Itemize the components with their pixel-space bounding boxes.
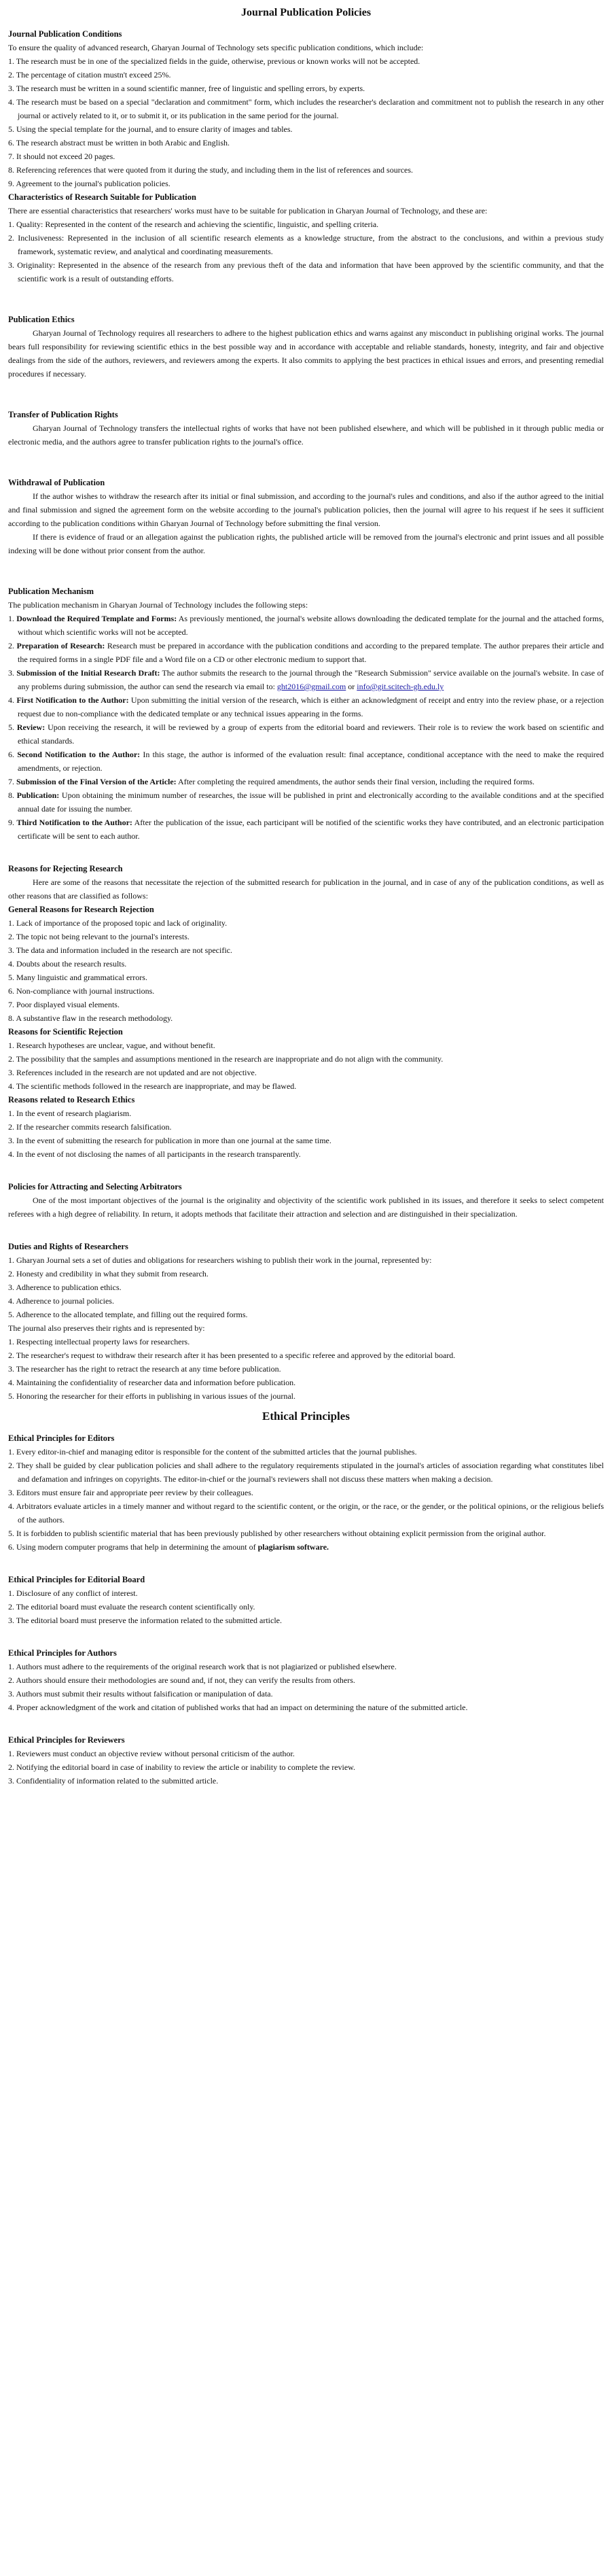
step-title: Third Notification to the Author: bbox=[16, 818, 132, 827]
transfer-text: Gharyan Journal of Technology transfers the intellectual rights of works that have not been published elsewhere, and which will be published in it through public media or electronic media, and the authors agree to transfer publication rights to the journal's office. bbox=[8, 423, 604, 447]
list-item: 1. Quality: Represented in the content of the research and achieving the scientific, linguistic, and spelling criteria. bbox=[8, 220, 379, 229]
plagiarism-emphasis: plagiarism software. bbox=[257, 1542, 329, 1552]
list-item: 3. In the event of submitting the research for publication in more than one journal at the same time. bbox=[8, 1136, 331, 1145]
board-heading: Ethical Principles for Editorial Board bbox=[8, 1575, 145, 1584]
list-item: 2. Honesty and credibility in what they submit from research. bbox=[8, 1269, 209, 1278]
list-item: 3. Originality: Represented in the absence of the research from any previous theft of the data and information that have been approved by the scientific community, and that the scientific work is a result of outstanding efforts. bbox=[8, 260, 604, 283]
list-item: 3. Adherence to publication ethics. bbox=[8, 1283, 122, 1292]
conditions-heading: Journal Publication Conditions bbox=[8, 29, 122, 39]
list-item: 1. Respecting intellectual property laws for researchers. bbox=[8, 1337, 190, 1346]
arbitrators-heading: Policies for Attracting and Selecting Arbitrators bbox=[8, 1182, 182, 1191]
list-item: 1. In the event of research plagiarism. bbox=[8, 1109, 132, 1118]
list-item: 5. It is forbidden to publish scientific material that has been previously published by other researchers without obtaining explicit permission from the original author. bbox=[8, 1529, 546, 1538]
list-item: 2. The topic not being relevant to the journal's interests. bbox=[8, 932, 190, 941]
step-title: Second Notification to the Author: bbox=[17, 750, 141, 759]
list-item: 4. Doubts about the research results. bbox=[8, 959, 127, 969]
characteristics-list bbox=[8, 217, 604, 285]
board-list bbox=[8, 1586, 604, 1627]
duties-list bbox=[8, 1253, 604, 1321]
ethics-text: Gharyan Journal of Technology requires all researchers to adhere to the highest publication ethics and warns against any misconduct in publishing original works. The journal bears full responsibility for reviewing scientific ethics in the best possible way and in accordance with acceptable and reliable standards, honesty, integrity, and fair and objective dealings from the side of the authors, reviewers, and reviewers among the experts. It also commits to applying the best practices in ethical issues and errors, and presenting remedial procedures if necessary. bbox=[8, 328, 604, 379]
ethics-heading: Publication Ethics bbox=[8, 315, 75, 324]
list-item: 2. The editorial board must evaluate the research content scientifically only. bbox=[8, 1602, 255, 1612]
mechanism-step: 5. Review: Upon receiving the research, it will be reviewed by a group of experts from the editorial board and reviewers. Their role is to review the work based on scientific and ethical standards. bbox=[8, 723, 604, 746]
ethical-principles-title: Ethical Principles bbox=[262, 1410, 350, 1423]
mechanism-step: 8. Publication: Upon obtaining the minimum number of researches, the issue will be published in print and electronically according to the available conditions and at the specified annual date for issuing the number. bbox=[8, 790, 605, 814]
list-item: 2. The possibility that the samples and assumptions mentioned in the research are inappropriate and do not align with the community. bbox=[8, 1054, 444, 1064]
list-item: 4. Arbitrators evaluate articles in a timely manner and without regard to the scientific content, or the origin, or the race, or the gender, or the political opinions, or the religious beliefs of the authors. bbox=[8, 1501, 604, 1525]
list-item: 6. The research abstract must be written in both Arabic and English. bbox=[8, 138, 230, 147]
list-item: 2. They shall be guided by clear publication policies and shall adhere to the regulatory requirements stipulated in the journal's articles of association regarding what constitutes libel and defamation and infringes on copyrights. The editor-in-chief or the journal's reviewers shall not discuss these matters when making a decision. bbox=[8, 1461, 604, 1484]
list-item: 3. Confidentiality of information related to the submitted article. bbox=[8, 1776, 219, 1786]
list-item: 4. Maintaining the confidentiality of researcher data and information before publication. bbox=[8, 1378, 296, 1387]
reviewers-heading: Ethical Principles for Reviewers bbox=[8, 1735, 125, 1745]
conditions-intro: To ensure the quality of advanced research, Gharyan Journal of Technology sets specific publication conditions, which include: bbox=[8, 43, 424, 52]
step-title: Preparation of Research: bbox=[16, 641, 105, 650]
mechanism-step: 6. Second Notification to the Author: In this stage, the author is informed of the evaluation result: final acceptance, conditional acceptance with the need to make the required amendments, or rejection. bbox=[8, 750, 604, 773]
list-item: 8. A substantive flaw in the research methodology. bbox=[8, 1013, 173, 1023]
list-item: 2. Notifying the editorial board in case of inability to review the article or inability to complete the review. bbox=[8, 1762, 356, 1772]
list-item: 4. Adherence to journal policies. bbox=[8, 1296, 114, 1306]
page-title: Journal Publication Policies bbox=[240, 7, 372, 18]
list-item: 7. It should not exceed 20 pages. bbox=[8, 152, 115, 161]
list-item: 6. Using modern computer programs that help in determining the amount of plagiarism software. bbox=[8, 1542, 329, 1552]
step-title: Publication: bbox=[16, 790, 60, 800]
mechanism-step: 1. Download the Required Template and Forms: As previously mentioned, the journal's website allows downloading the dedicated template for the journal and the attached forms, without which scientific works will not be accepted. bbox=[8, 614, 604, 637]
withdrawal-heading: Withdrawal of Publication bbox=[8, 478, 105, 487]
rights-intro: The journal also preserves their rights and is represented by: bbox=[8, 1323, 205, 1333]
scientific-rejection-heading: Reasons for Scientific Rejection bbox=[8, 1027, 123, 1037]
transfer-heading: Transfer of Publication Rights bbox=[8, 410, 118, 419]
list-item: 4. Proper acknowledgment of the work and citation of published works that had an impact on determining the nature of the submitted article. bbox=[8, 1703, 468, 1712]
withdrawal-text-2: If there is evidence of fraud or an allegation against the publication rights, the published article will be removed from the journal's electronic and print issues and all possible indexing will be done without prior consent from the author. bbox=[8, 532, 604, 555]
email-link-info[interactable]: info@git.scitech-gh.edu.ly bbox=[357, 682, 444, 691]
list-item: 8. Referencing references that were quoted from it during the study, and including them in the list of references and sources. bbox=[8, 165, 414, 175]
ethics-rejection-list bbox=[8, 1107, 604, 1161]
list-item: 2. The researcher's request to withdraw their research after it has been presented to a specific referee and approved by the editorial board. bbox=[8, 1351, 456, 1360]
authors-heading: Ethical Principles for Authors bbox=[8, 1648, 117, 1658]
email-link-gmail[interactable]: ght2016@gmail.com bbox=[276, 682, 346, 691]
list-item: 4. In the event of not disclosing the names of all participants in the research transparently. bbox=[8, 1149, 301, 1159]
withdrawal-text-1: If the author wishes to withdraw the research after its initial or final submission, and according to the journal's rules and conditions, and also if the author agreed to the initial and final submission and signed the agreement form on the website according to the journal's publication policies, then the journal will agree to his request if he sees it sufficient according to the publication conditions within Gharyan Journal of Technology before submitting the final version. bbox=[8, 491, 604, 528]
list-item: 3. The data and information included in the research are not specific. bbox=[8, 945, 232, 955]
step-title: Submission of the Initial Research Draft: bbox=[16, 668, 160, 678]
list-item: 1. Gharyan Journal sets a set of duties and obligations for researchers wishing to publish their work in the journal, represented by: bbox=[8, 1255, 432, 1265]
mechanism-intro: The publication mechanism in Gharyan Journal of Technology includes the following steps: bbox=[8, 600, 308, 610]
characteristics-heading: Characteristics of Research Suitable for Publication bbox=[8, 192, 196, 202]
rejection-intro: Here are some of the reasons that necessitate the rejection of the submitted research for publication in the journal, and in case of any of the publication conditions, as well as other reasons that are classified as follows: bbox=[8, 877, 604, 901]
arbitrators-text: One of the most important objectives of the journal is the originality and objectivity of the scientific work published in its issues, and therefore it seeks to select competent referees with a high degree of reliability. In return, it adopts methods that facilitate their attraction and selection and are distinguished in their specialization. bbox=[8, 1196, 604, 1219]
mechanism-step: 7. Submission of the Final Version of the Article: After completing the required amendments, the author sends their final version, including the required forms. bbox=[8, 777, 535, 786]
list-item: 1. Research hypotheses are unclear, vague, and without benefit. bbox=[8, 1041, 215, 1050]
list-item: 2. The percentage of citation mustn't exceed 25%. bbox=[8, 70, 171, 80]
mechanism-step: 4. First Notification to the Author: Upon submitting the initial version of the research, which is either an acknowledgment of receipt and entry into the review phase, or a rejection request due to non-compliance with the dedicated template or any technical issues appearing in the forms. bbox=[8, 695, 604, 718]
mechanism-step: 9. Third Notification to the Author: After the publication of the issue, each participant will be notified of the scientific works they have contributed, and an electronic participation certificate will be sent to each author. bbox=[8, 818, 605, 841]
general-rejection-list bbox=[8, 916, 604, 1025]
list-item: 5. Many linguistic and grammatical errors. bbox=[8, 973, 147, 982]
list-item: 5. Using the special template for the journal, and to ensure clarity of images and tables. bbox=[8, 124, 293, 134]
list-item: 2. Authors should ensure their methodologies are sound and, if not, they can verify the results from others. bbox=[8, 1675, 355, 1685]
step-title: Download the Required Template and Forms: bbox=[16, 614, 177, 623]
list-item: 3. The researcher has the right to retract the research at any time before publication. bbox=[8, 1364, 281, 1374]
scientific-rejection-list bbox=[8, 1039, 604, 1093]
step-title: Submission of the Final Version of the Article: bbox=[16, 777, 177, 786]
list-item: 2. Inclusiveness: Represented in the inclusion of all scientific research elements as a knowledge structure, from the abstract to the conclusions, and within a previous study framework, systematic review, and analytical and coordinating measurements. bbox=[8, 233, 604, 256]
editors-heading: Ethical Principles for Editors bbox=[8, 1433, 115, 1443]
list-item: 2. If the researcher commits research falsification. bbox=[8, 1122, 172, 1132]
list-item: 7. Poor displayed visual elements. bbox=[8, 1000, 120, 1009]
mechanism-heading: Publication Mechanism bbox=[8, 587, 94, 596]
list-item: 3. The editorial board must preserve the information related to the submitted article. bbox=[8, 1616, 282, 1625]
list-item: 3. Editors must ensure fair and appropriate peer review by their colleagues. bbox=[8, 1488, 253, 1497]
list-item: 4. The scientific methods followed in the research are inappropriate, and may be flawed. bbox=[8, 1081, 297, 1091]
general-rejection-heading: General Reasons for Research Rejection bbox=[8, 905, 154, 914]
list-item: 5. Honoring the researcher for their efforts in publishing in various issues of the journal. bbox=[8, 1391, 296, 1401]
list-item: 3. References included in the research are not updated and are not objective. bbox=[8, 1068, 257, 1077]
step-title: Review: bbox=[16, 723, 46, 732]
list-item: 9. Agreement to the journal's publication policies. bbox=[8, 179, 170, 188]
list-item: 1. Authors must adhere to the requirements of the original research work that is not plagiarized or published elsewhere. bbox=[8, 1662, 397, 1671]
ethics-rejection-heading: Reasons related to Research Ethics bbox=[8, 1095, 135, 1104]
list-item: 1. Reviewers must conduct an objective review without personal criticism of the author. bbox=[8, 1749, 295, 1758]
editors-list bbox=[8, 1445, 604, 1554]
list-item: 1. The research must be in one of the specialized fields in the guide, otherwise, previous or known works will not be accepted. bbox=[8, 56, 420, 66]
step-title: First Notification to the Author: bbox=[16, 695, 129, 705]
list-item: 1. Lack of importance of the proposed topic and lack of originality. bbox=[8, 918, 228, 928]
mechanism-step: 2. Preparation of Research: Research must be prepared in accordance with the publication conditions and according to the prepared template. The author prepares their article and the required forms in a single PDF file and a Word file on a CD or other electronic medium to support that. bbox=[8, 641, 605, 664]
authors-list bbox=[8, 1660, 604, 1714]
list-item: 1. Disclosure of any conflict of interest. bbox=[8, 1588, 138, 1598]
list-item: 3. The research must be written in a sound scientific manner, free of linguistic and spelling errors, by experts. bbox=[8, 84, 365, 93]
duties-heading: Duties and Rights of Researchers bbox=[8, 1242, 128, 1251]
rejection-heading: Reasons for Rejecting Research bbox=[8, 864, 123, 873]
list-item: 3. Authors must submit their results without falsification or manipulation of data. bbox=[8, 1689, 273, 1699]
list-item: 4. The research must be based on a special "declaration and commitment" form, which includes the researcher's declaration and commitment not to publish the research in any other journal or actively related to it, or to submit it, or its publication in the same period for the journal. bbox=[8, 97, 604, 120]
rights-list bbox=[8, 1335, 604, 1403]
list-item: 1. Every editor-in-chief and managing editor is responsible for the content of the submitted articles that the journal publishes. bbox=[8, 1447, 417, 1457]
list-item: 6. Non-compliance with journal instructions. bbox=[8, 986, 155, 996]
mechanism-step: 3. Submission of the Initial Research Draft: The author submits the research to the journal through the "Research Submission" service available on the journal's website. In case of any problems during submission, the author can send the research via email to: ght2016@gmail.com or info@git.scitech-gh.edu.ly bbox=[8, 668, 605, 691]
list-item: 5. Adherence to the allocated template, and filling out the required forms. bbox=[8, 1310, 248, 1319]
conditions-list bbox=[8, 54, 604, 190]
mechanism-steps bbox=[8, 612, 604, 843]
reviewers-list bbox=[8, 1747, 604, 1788]
characteristics-intro: There are essential characteristics that researchers' works must have to be suitable for publication in Gharyan Journal of Technology, and these are: bbox=[8, 206, 488, 215]
